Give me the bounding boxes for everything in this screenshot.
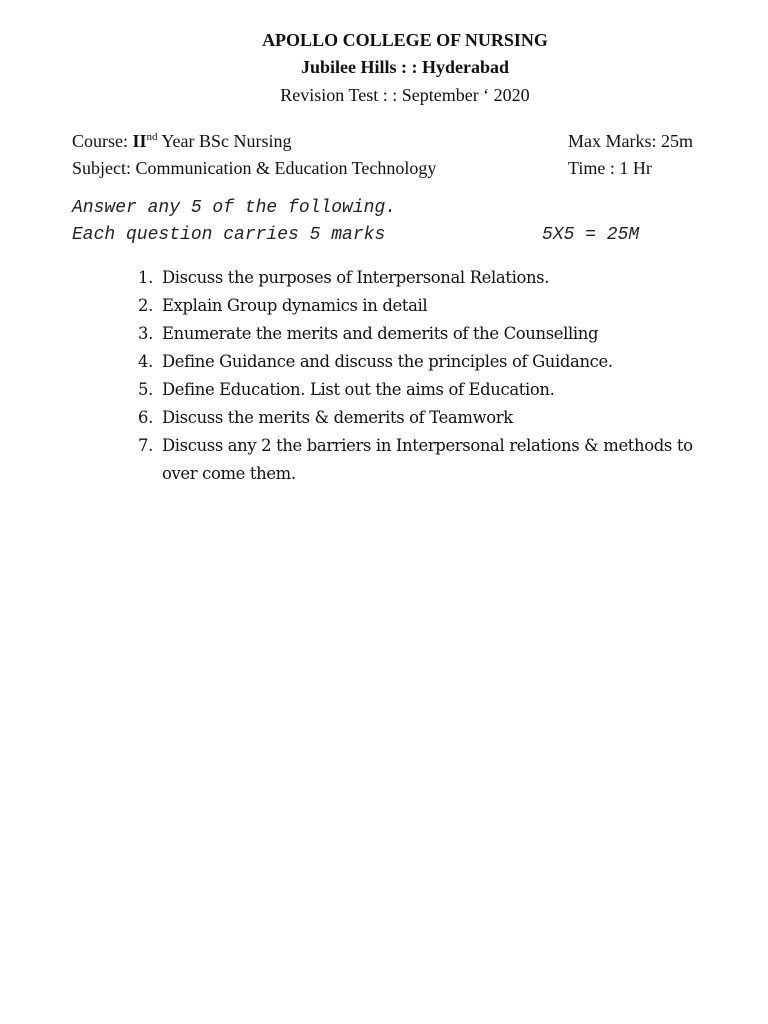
question-item	[132, 264, 732, 292]
question-number: 3.	[138, 324, 153, 343]
course-year-roman: II	[132, 131, 147, 151]
course-info	[72, 130, 292, 152]
question-text: Explain Group dynamics in detail	[162, 296, 428, 315]
question-item	[132, 404, 732, 432]
question-text: Define Education. List out the aims of Education.	[162, 380, 555, 399]
course-prefix: Course:	[72, 131, 133, 151]
question-item	[132, 320, 732, 348]
question-number: 7.	[138, 436, 153, 455]
question-text: Discuss the purposes of Interpersonal Relations.	[162, 268, 550, 287]
question-list	[132, 264, 732, 488]
question-item	[132, 432, 732, 488]
instruction-marks: Each question carries 5 marks	[72, 225, 386, 245]
question-item	[132, 348, 732, 376]
question-number: 1.	[138, 268, 153, 287]
question-text: Discuss any 2 the barriers in Interpersonal relations & methods to over come them.	[162, 436, 693, 483]
instruction-answer: Answer any 5 of the following.	[72, 198, 397, 218]
course-year-suffix: nd	[146, 131, 158, 143]
question-text: Enumerate the merits and demerits of the Counselling	[162, 324, 599, 343]
subject-info: Subject: Communication & Education Technology	[72, 158, 437, 178]
time-allowed: Time : 1 Hr	[568, 158, 652, 178]
course-name: Year BSc Nursing	[157, 131, 292, 151]
question-number: 5.	[138, 380, 153, 399]
college-name: APOLLO COLLEGE OF NURSING	[262, 30, 548, 50]
question-number: 2.	[138, 296, 153, 315]
question-item	[132, 292, 732, 320]
test-title: Revision Test : : September ‘ 2020	[280, 85, 530, 105]
question-text: Define Guidance and discuss the principles of Guidance.	[162, 352, 613, 371]
question-number: 4.	[138, 352, 153, 371]
question-text: Discuss the merits & demerits of Teamwork	[162, 408, 513, 427]
max-marks: Max Marks: 25m	[568, 131, 693, 151]
college-location: Jubilee Hills : : Hyderabad	[300, 57, 509, 77]
marks-formula: 5X5 = 25M	[542, 225, 640, 245]
question-number: 6.	[138, 408, 153, 427]
question-item	[132, 376, 732, 404]
